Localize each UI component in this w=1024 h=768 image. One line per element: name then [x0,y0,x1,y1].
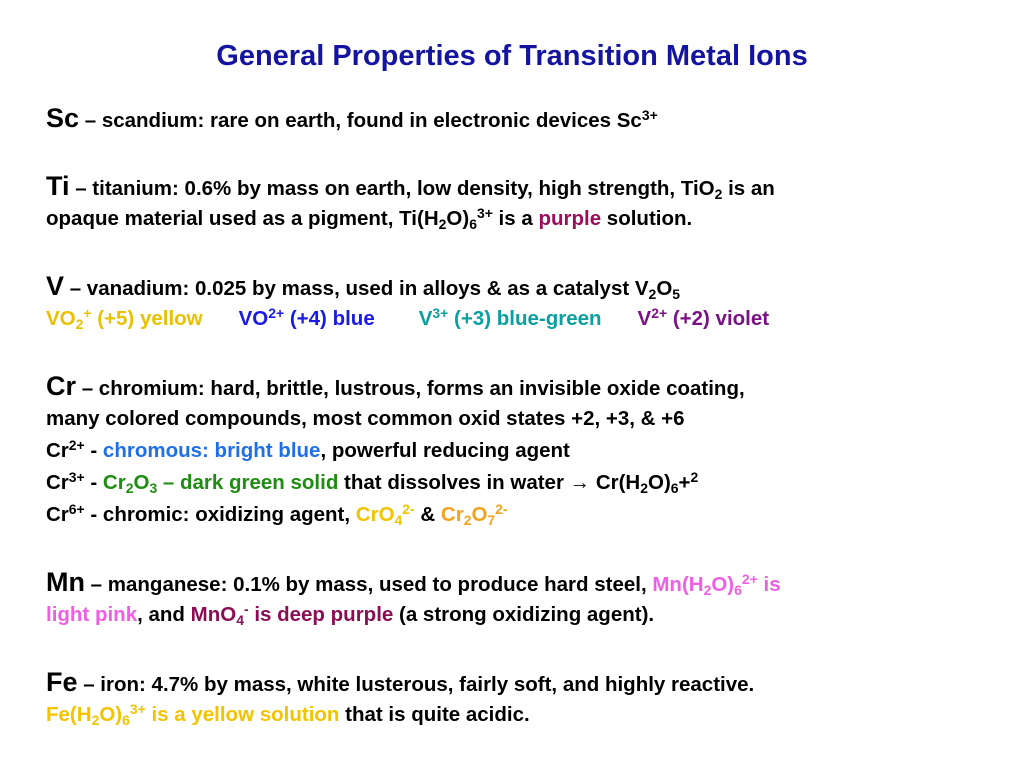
cr2o3-sub2: 3 [149,480,158,497]
cr-line-3 [46,435,986,467]
ti-l2-b: O) [446,207,470,230]
mn-aqua-b: O) [711,573,735,596]
fe-yellow-label: is a yellow solution [145,703,340,726]
cr6-text: - chromic: oxidizing agent, [84,503,356,526]
deep-purple-label: is deep purple [248,603,394,626]
ti-l2-sub1: 2 [438,216,447,233]
mno4-sup: - [243,601,249,618]
ti-l2-a: opaque material used as a pigment, Ti(H [46,207,439,230]
cr3-dash: - [84,471,103,494]
light-pink-label: light pink [46,603,138,626]
v-line-1 [46,267,986,303]
cr2-sup: 2+ [68,437,85,454]
fe-symbol: Fe [46,667,78,697]
slide-title: General Properties of Transition Metal Ions [216,40,808,72]
mn-line-1 [46,563,986,599]
v2-label: (+2) violet [667,307,770,330]
mno4-ion [190,601,394,629]
v2-ion [638,307,770,330]
cr-symbol: Cr [46,371,77,401]
ti-purple-word: purple [538,207,602,230]
fe-aqua-ion [46,701,340,729]
vo2-sup: + [83,305,92,322]
cr2-tail: , powerful reducing agent [320,439,570,462]
cr-line-5 [46,499,986,531]
sc-line [46,99,986,135]
cr3-base: Cr [46,471,69,494]
chromous-label: chromous: bright blue [102,439,321,462]
v3-ion [419,307,602,330]
cr2o3-a: Cr [102,471,126,494]
sc-ion-charge: 3+ [641,107,658,124]
v-ions-line [46,303,986,335]
mn-aqua-sub1: 2 [703,582,712,599]
fe-aqua-sub2: 6 [122,712,130,729]
mn-l2-tail: (a strong oxidizing agent). [393,603,655,626]
vo-label: (+4) blue [284,307,375,330]
mn-l2-text: , and [137,603,191,626]
cr-line-2: many colored compounds, most common oxid states +2, +3, & +6 [46,407,685,430]
mno4-base: MnO [190,603,237,626]
cr2o3-green [102,471,339,497]
mno4-sub: 4 [236,612,244,629]
v3-label: (+3) blue-green [448,307,602,330]
cr2-base: Cr [46,439,69,462]
cr2o7-sub2: 7 [487,512,496,529]
slide-body [46,99,986,731]
cr3-tail-b: O) [648,471,671,494]
mn-aqua-a: Mn(H [652,573,704,596]
cr2o7-sub1: 2 [463,512,472,529]
v-o: O [656,277,673,300]
vo-ion [239,307,375,330]
v-sub2: 5 [672,286,681,303]
ti-text: – titanium: 0.6% by mass on earth, low density, high strength, TiO [69,177,715,200]
cr2o7-sup: 2- [495,501,508,518]
fe-line-1 [46,663,986,699]
vo2-label: (+5) yellow [91,307,203,330]
cro4-ion [355,501,415,529]
cr3-tail-sup: 2 [690,469,699,486]
cro4-sub: 4 [394,512,403,529]
mn-aqua-sup: 2+ [741,571,758,588]
ti-symbol: Ti [46,171,70,201]
mn-symbol: Mn [46,567,85,597]
v3-base: V [418,307,433,330]
cr6-amp: & [414,503,441,526]
v2-base: V [637,307,652,330]
ti-l2-d: solution. [601,207,693,230]
cr2o7-ion [440,501,508,529]
vo2-base: VO [46,307,76,330]
fe-aqua-b: O) [99,703,123,726]
fe-line-2 [46,699,986,731]
cr-text: – chromium: hard, brittle, lustrous, forms an invisible oxide coating, [76,377,745,400]
cr2o3-sub1: 2 [125,480,134,497]
ti-line-2 [46,203,986,235]
fe-aqua-sup: 3+ [129,701,146,718]
mn-aqua-ion [652,571,781,599]
cr3-sup: 3+ [68,469,85,486]
cr3-tail-sub1: 2 [640,480,648,497]
vo2-sub: 2 [75,316,84,333]
cr2o3-b: O [133,471,150,494]
cr3-tail-sub2: 6 [670,480,679,497]
mn-aqua-sub2: 6 [734,582,742,599]
cr6-sup: 6+ [68,501,85,518]
mn-line-2 [46,599,986,631]
cr2-dash: - [84,439,103,462]
cr2o7-a: Cr [440,503,464,526]
v-sub1: 2 [648,286,657,303]
cr3-tail-c: + [678,471,691,494]
ti-text-tail: is an [722,177,775,200]
sc-symbol: Sc [46,103,80,133]
cro4-sup: 2- [402,501,415,518]
v-text: – vanadium: 0.025 by mass, used in alloys & as a catalyst V [64,277,649,300]
fe-text: – iron: 4.7% by mass, white lusterous, fairly soft, and highly reactive. [77,673,755,696]
ti-l2-sub2: 6 [469,216,477,233]
ti-line-1 [46,167,986,203]
fe-aqua-sub1: 2 [91,712,100,729]
mn-aqua-c: is [757,573,781,596]
cr6-base: Cr [46,503,69,526]
cr-line-4 [46,467,986,499]
cro4-base: CrO [355,503,395,526]
v3-sup: 3+ [432,305,449,322]
vo2-ion [46,305,203,333]
fe-aqua-a: Fe(H [46,703,92,726]
v-symbol: V [46,271,65,301]
v2-sup: 2+ [651,305,668,322]
mn-text: – manganese: 0.1% by mass, used to produce hard steel, [84,573,653,596]
cr-line-1 [46,367,986,403]
cr2o7-b: O [471,503,488,526]
cr2o3-c: – dark green solid [157,471,339,494]
ti-sub: 2 [714,186,723,203]
vo-sup: 2+ [268,305,285,322]
sc-text: – scandium: rare on earth, found in electronic devices Sc [79,109,642,132]
cr3-tail-a: that dissolves in water → Cr(H [338,471,641,494]
ti-l2-c: is a [492,207,539,230]
vo-base: VO [238,307,269,330]
fe-l2-tail: that is quite acidic. [339,703,530,726]
ti-l2-sup: 3+ [476,205,493,222]
